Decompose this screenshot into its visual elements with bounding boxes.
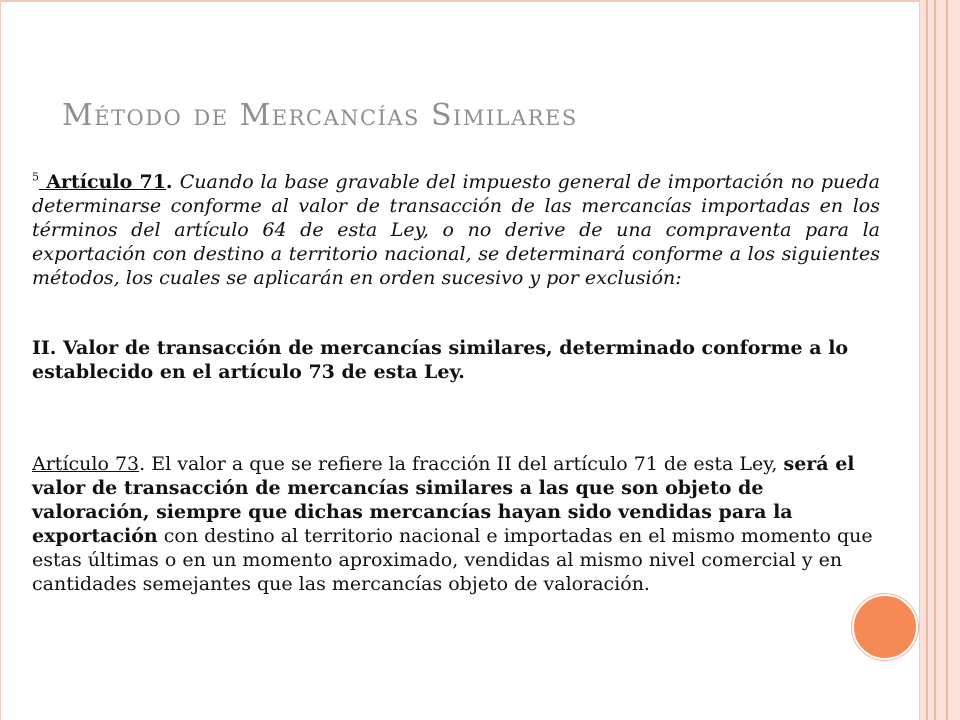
article-73-label: Artículo 73: [32, 453, 140, 475]
article-73-paragraph: [32, 452, 880, 596]
article-73-tail: con destino al territorio nacional e importadas en el mismo momento que estas últimas o en un momento aproximado, vendidas al mismo nivel comercial y en cantidades semejantes que las mercancías objeto de valoración.: [32, 525, 873, 595]
article-73-lead: . El valor a que se refiere la fracción II del artículo 71 de esta Ley,: [139, 453, 784, 475]
footnote-number: 5: [32, 170, 39, 184]
slide-frame-top: [0, 0, 920, 2]
article-71-label: Artículo 71: [39, 171, 166, 193]
article-71-paragraph: [32, 170, 880, 290]
slide-title: Método de Mercancías Similares: [62, 98, 578, 133]
article-73-bold: será el valor de transacción de mercancías similares a las que son objeto de valoración, siempre que dichas mercancías hayan sido vendidas para la exportación: [32, 453, 855, 547]
article-71-body: Cuando la base gravable del impuesto general de importación no pueda determinarse conforme al valor de transacción de las mercancías importadas en los términos del artículo 64 de esta Ley, o no derive de una compraventa para la exportación con destino a territorio nacional, se determinará conforme a los siguientes métodos, los cuales se aplicarán en orden sucesivo y por exclusión:: [32, 171, 880, 289]
article-71-separator: .: [165, 171, 180, 193]
fraction-ii-text: II. Valor de transacción de mercancías similares, determinado conforme a lo establecido en el artículo 73 de esta Ley.: [32, 337, 849, 383]
decorative-side-stripes: [920, 0, 960, 720]
decorative-circle: [852, 594, 918, 660]
